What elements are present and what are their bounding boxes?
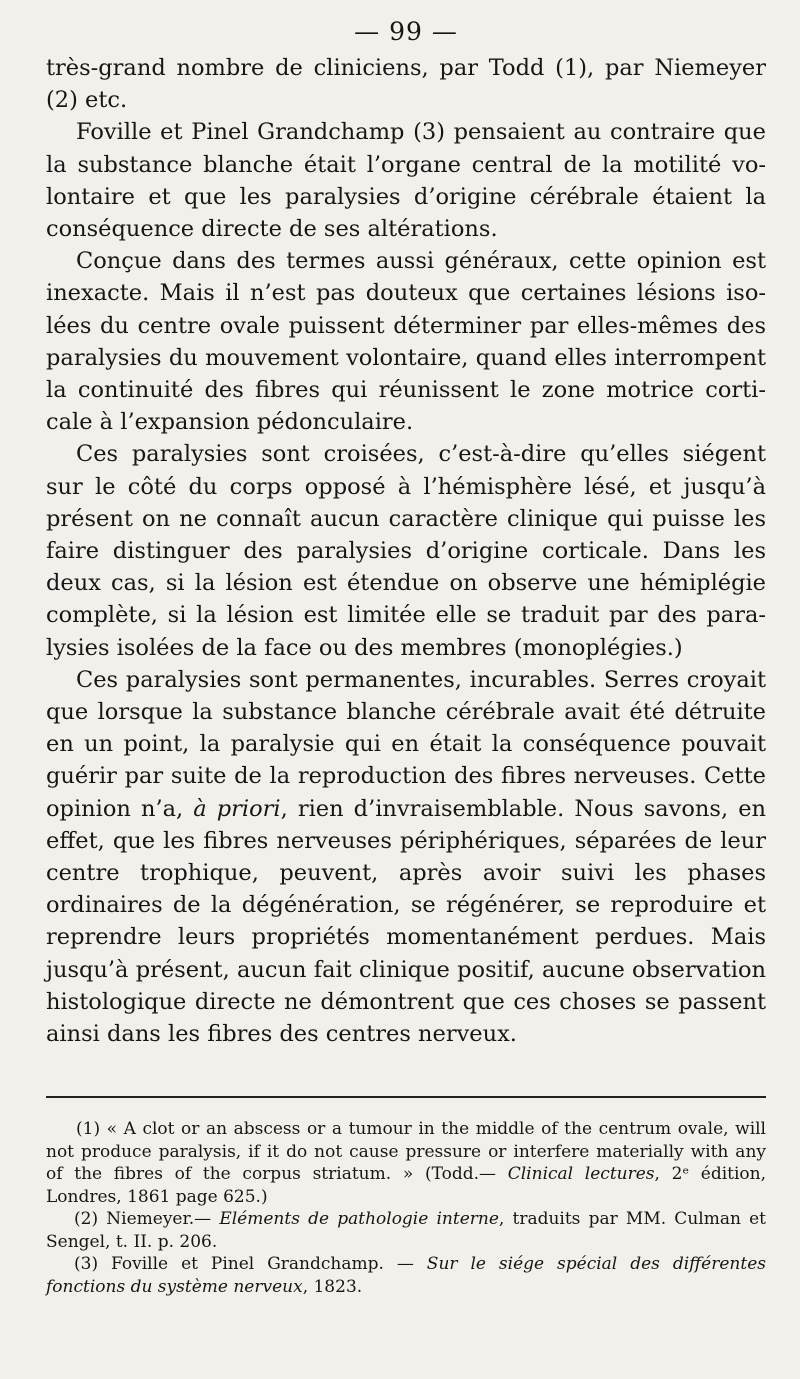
page [46, 14, 766, 1298]
text-run: (2) Niemeyer.— [74, 1209, 220, 1230]
italic-text: Clinical lectures [507, 1164, 655, 1185]
text-run: Conçue dans des termes aussi généraux, cette opinion est inexacte. Mais il n’est pas douteux que certaines lésions isolées du centre ovale puissent déterminer par elles-mêmes des paralysies du mouvement volontaire, quand elles interrompent la continuité des fibres qui réunissent le zone motrice corticale à l’expansion pédonculaire. [46, 248, 766, 436]
paragraph [46, 116, 766, 245]
text-run: , rien d’invraisemblable. Nous savons, en effet, que les fibres nerveuses périphériques, séparées de leur centre trophique, peuvent, après avoir suivi les phases ordinaires de la dégénération, se régénérer, se reproduire et reprendre leurs propriétés momentanément perdues. Mais jusqu’à présent, aucun fait clinique positif, aucune observation histologique directe ne démontrent que ces choses se passent ainsi dans les fibres des centres nerveux. [46, 795, 767, 1048]
body-text [46, 52, 766, 1050]
text-run: Ces paralysies sont croisées, c’est-à-dire qu’elles siégent sur le côté du corps opposé à l’hémisphère lésé, et jusqu’à présent on ne connaît aucun caractère clinique qui puisse les faire distinguer des paralysies d’origine corticale. Dans les deux cas, si la lésion est étendue on observe une hémiplégie complète, si la lésion est limitée elle se traduit par des paralysies isolées de la face ou des membres (monoplégies.) [46, 441, 766, 661]
text-run: , traduits par MM. Culman et Sengel, t. II. p. 206. [46, 1209, 766, 1252]
footnote [46, 1208, 766, 1253]
italic-text: à priori [193, 795, 281, 822]
paragraph [46, 52, 766, 116]
text-run: (3) Foville et Pinel Grandchamp. — [74, 1254, 427, 1275]
text-run: (1) « A clot or an abscess or a tumour in the middle of the centrum ovale, will not produce paralysis, if it do not cause pressure or interfere materially with any of the fibres of the corpus striatum. » (Todd.— [46, 1119, 766, 1185]
footnotes [46, 1118, 766, 1298]
paragraph [46, 438, 766, 663]
text-run: Foville et Pinel Grandchamp (3) pensaient au contraire que la substance blanche était l’organe central de la motilité volontaire et que les paralysies d’origine cérébrale étaient la conséquence directe de ses altérations. [46, 119, 766, 243]
page-number: — 99 — [354, 17, 458, 46]
text-run: , 2ᵉ édition, Londres, 1861 page 625.) [46, 1164, 766, 1207]
footnote-divider [46, 1096, 766, 1098]
text-run: Ces paralysies sont permanentes, incurables. Serres croyait que lorsque la substance blanche cérébrale avait été détruite en un point, la paralysie qui en était la conséquence pouvait guérir par suite de la reproduction des fibres nerveuses. Cette opinion n’a, [46, 666, 766, 822]
text-run: , 1823. [302, 1276, 363, 1297]
italic-text: Sur le siége spécial des différentes fonctions du système nerveux [46, 1254, 766, 1297]
paragraph [46, 664, 766, 1050]
italic-text: Eléments de pathologie interne [219, 1209, 499, 1230]
footnote [46, 1118, 766, 1208]
paragraph [46, 245, 766, 438]
text-run: très-grand nombre de cliniciens, par Todd (1), par Niemeyer (2) etc. [46, 55, 766, 114]
footnote [46, 1253, 766, 1298]
